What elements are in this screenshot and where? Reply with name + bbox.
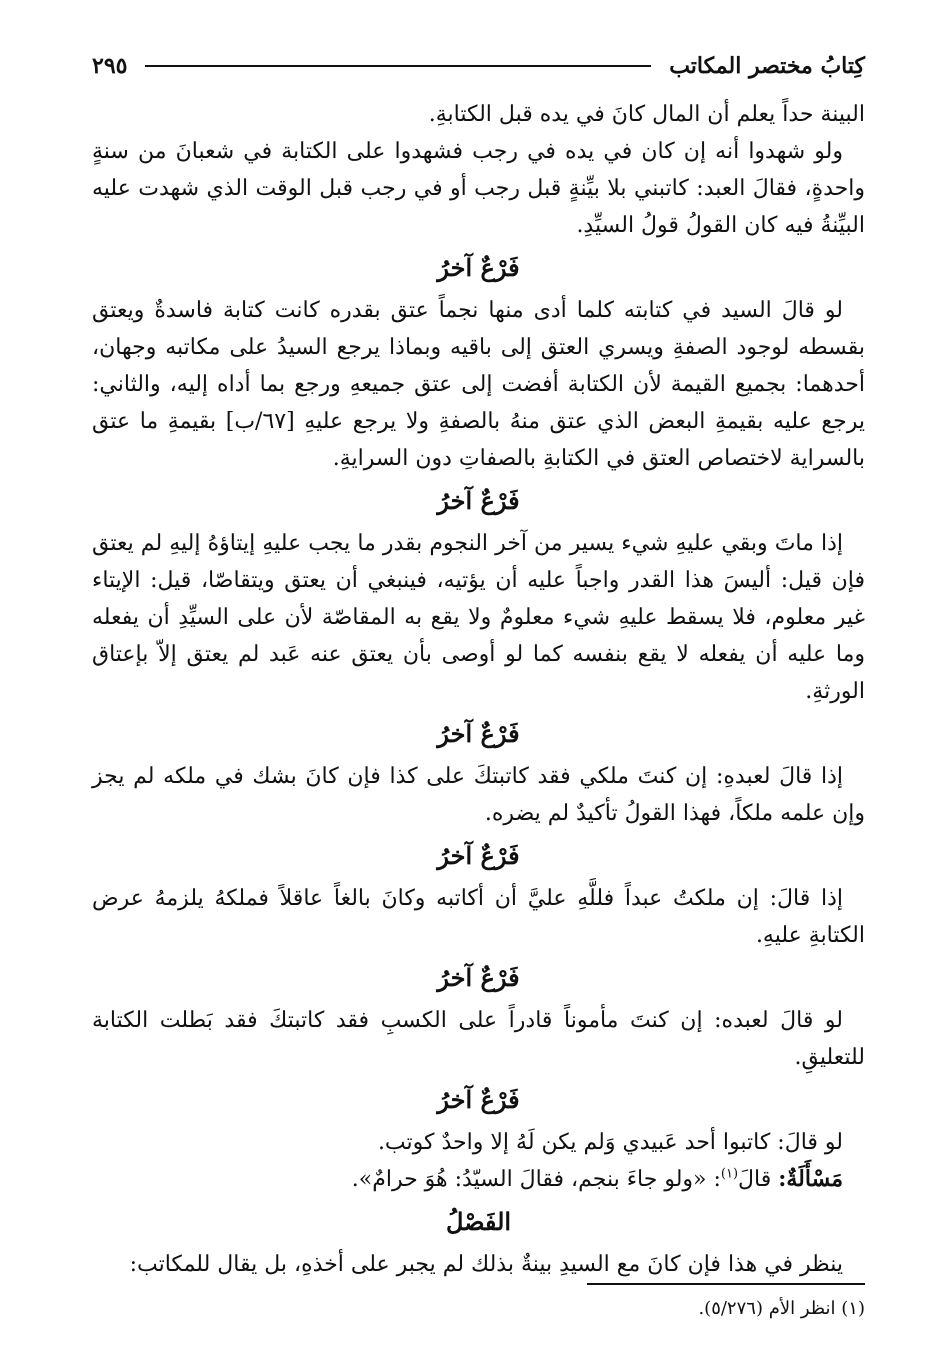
running-title: كِتابُ مختصر المكاتب: [669, 53, 865, 79]
issue-text-start: قالَ: [738, 1167, 772, 1192]
paragraph: لو قالَ السيد في كتابته كلما أدى منها نجماً عتق بقدره كانت كتابة فاسدةٌ ويعتق بقسطه لوجود الصفةِ ويسري العتق إلى باقيه وبماذا يرجع السيدُ على مكاتبه وجهان، أحدهما: بجميع القيمة لأن الكتابة أفضت إلى عتق جميعهِ ورجع بما أداه إليه، والثاني: يرجع عليه بقيمةِ البعض الذي عتق منهُ بالصفةِ ولا يرجع عليهِ [٦٧/ب] بقيمةِ ما عتق بالسراية لاختصاص العتق في الكتابةِ بالصفاتِ دون السرايةِ.: [92, 298, 865, 471]
page-body: [92, 96, 865, 1283]
page-number: ٢٩٥: [92, 53, 128, 79]
header-rule: [145, 65, 651, 67]
paragraph: إذا ماتَ وبقي عليهِ شيء يسير من آخر النجوم بقدر ما يجب عليهِ إيتاؤهُ إليهِ لم يعتق فإن قيل: أليسَ هذا القدر واجباً عليه أن يؤتيه، فينبغي أن يعتق ويتقاصّا، قيل: الإيتاء غير معلوم، فلا يسقط عليهِ شيء معلومٌ ولا يقع به المقاصّة لأن على السيِّدِ أن يفعله وما عليه أن يفعله لا يقع بنفسه كما لو أوصى بأن يعتق عنه عَبد لم يعتق إلاّ بإعتاق الورثةِ.: [92, 531, 865, 704]
footnote-rule: [587, 1283, 865, 1285]
paragraph: إذا قالَ لعبدهِ: إن كنتَ ملكي فقد كاتبتكَ على كذا فإن كانَ بشك في ملكه لم يجز وإن علمه ملكاً، فهذا القولُ تأكيدٌ لم يضره.: [92, 764, 865, 826]
section-heading: فَرْعٌ آخرُ: [437, 841, 520, 870]
paragraph: لو قالَ: كاتبوا أحد عَبيدي وَلم يكن لَهُ إلا واحدٌ كوتب.: [377, 1130, 843, 1155]
section-heading: فَرْعٌ آخرُ: [437, 253, 520, 282]
section-heading: الفَصْلُ: [445, 1207, 512, 1236]
footnote-ref[interactable]: (١): [720, 1166, 739, 1182]
issue-paragraph: [92, 1161, 865, 1198]
issue-label: مَسْأَلَةٌ:: [778, 1166, 843, 1192]
issue-text-rest: : «ولو جاءَ بنجم، فقالَ السيّدُ: هُوَ حرامٌ».: [351, 1167, 721, 1192]
page-header: [92, 46, 865, 86]
paragraph: البينة حداً يعلم أن المال كانَ في يده قبل الكتابةِ.: [428, 102, 865, 127]
section-heading: فَرْعٌ آخرُ: [437, 963, 520, 992]
section-heading: فَرْعٌ آخرُ: [437, 486, 520, 515]
paragraph: ولو شهدوا أنه إن كان في يده في رجب فشهدوا على الكتابة في شعبانَ من سنةٍ واحدةٍ، فقالَ العبد: كاتبني بلا بيِّنةٍ قبل رجب أو في رجب قبل الوقت الذي شهدت عليه البيِّنةُ فيه كان القولُ قولُ السيِّدِ.: [92, 139, 865, 238]
paragraph: ينظر في هذا فإن كانَ مع السيدِ بينةٌ بذلك لم يجبر على أخذهِ، بل يقال للمكاتب:: [129, 1252, 843, 1277]
footnote: (١) انظر الأم (٥/٢٧٦).: [698, 1298, 865, 1319]
section-heading: فَرْعٌ آخرُ: [437, 1085, 520, 1114]
paragraph: إذا قالَ: إن ملكتُ عبداً فللَّهِ عليَّ أن أكاتبه وكانَ بالغاً عاقلاً فملكهُ يلزمهُ عرض الكتابةِ عليهِ.: [92, 886, 865, 948]
paragraph: لو قالَ لعبده: إن كنتَ مأموناً قادراً على الكسبِ فقد كاتبتكَ فقد بَطلت الكتابة للتعليقِ.: [92, 1008, 865, 1070]
section-heading: فَرْعٌ آخرُ: [437, 719, 520, 748]
